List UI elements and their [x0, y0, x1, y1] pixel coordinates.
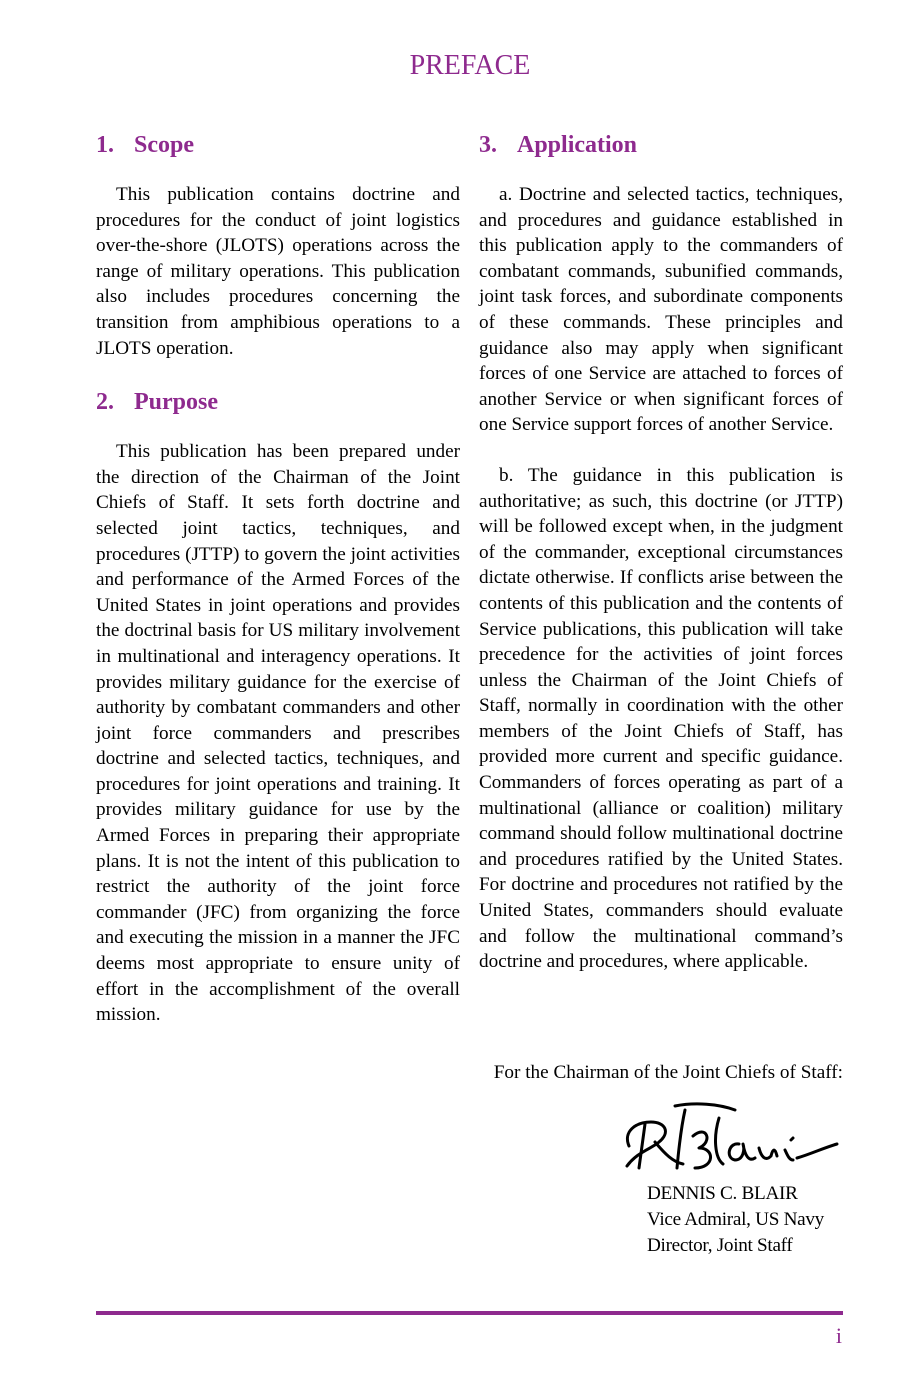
page-number: i [835, 1323, 842, 1348]
scope-number: 1. [96, 132, 114, 158]
signature-block [647, 1181, 824, 1259]
purpose-number: 2. [96, 389, 114, 416]
footer-divider [96, 1311, 843, 1315]
handwritten-signature [615, 1098, 845, 1178]
scope-body: This publication contains doctrine and procedures for the conduct of joint logistics over-the-shore (JLOTS) operations across the range of military operations. This publication also includes procedures concerning the transition from amphibious operations to a JLOTS operation. [96, 184, 460, 359]
signature-for-line: For the Chairman of the Joint Chiefs of Staff: [493, 1062, 843, 1083]
signer-name: DENNIS C. BLAIR [647, 1183, 798, 1204]
purpose-heading [96, 385, 460, 419]
page-title: PREFACE [409, 50, 531, 81]
application-number: 3. [479, 132, 497, 158]
left-column [96, 128, 460, 1028]
signer-position: Director, Joint Staff [647, 1235, 793, 1256]
signer-rank: Vice Admiral, US Navy [647, 1209, 824, 1230]
purpose-title: Purpose [134, 389, 218, 416]
application-para-b: b. The guidance in this publication is authoritative; as such, this doctrine (or JTTP) will be followed except when, in the judgment of the commander, exceptional circumstances dictate otherwise. If conflicts arise between the contents of this publication and the contents of Service publications, this publication will take precedence for the activities of joint forces unless the Chairman of the Joint Chiefs of Staff, normally in coordination with the other members of the Joint Chiefs of Staff, has provided more current and specific guidance. Commanders of forces operating as part of a multinational (alliance or coalition) military command should follow multinational doctrine and procedures ratified by the United States. For doctrine and procedures not ratified by the United States, commanders should evaluate and follow the multinational command’s doctrine and procedures, where applicable. [479, 464, 843, 973]
purpose-body: This publication has been prepared under the direction of the Chairman of the Joint Chiefs of Staff. It sets forth doctrine and selected joint tactics, techniques, and procedures (JTTP) to govern the joint activities and performance of the Armed Forces of the United States in joint operations and provides the doctrinal basis for US military involvement in multinational and interagency operations. It provides military guidance for the exercise of authority by combatant commanders and other joint force commanders and prescribes doctrine and selected tactics, techniques, and procedures for joint operations and training. It provides military guidance for use by the Armed Forces in preparing their appropriate plans. It is not the intent of this publication to restrict the authority of the joint force commander (JFC) from organizing the force and executing the mission in a manner the JFC deems most appropriate to ensure unity of effort in the accomplishment of the overall mission. [96, 441, 460, 1026]
right-column [479, 128, 843, 975]
scope-title: Scope [134, 132, 194, 158]
scope-heading [96, 128, 460, 162]
application-title: Application [517, 132, 638, 158]
application-para-a: a. Doctrine and selected tactics, techniques, and procedures and guidance established in this publication apply to the commanders of combatant commands, subunified commands, joint task forces, and subordinate components of these commands. These principles and guidance also may apply when significant forces of one Service are attached to forces of another Service or when significant forces of one Service support forces of another Service. [479, 184, 843, 436]
application-heading [479, 128, 843, 162]
